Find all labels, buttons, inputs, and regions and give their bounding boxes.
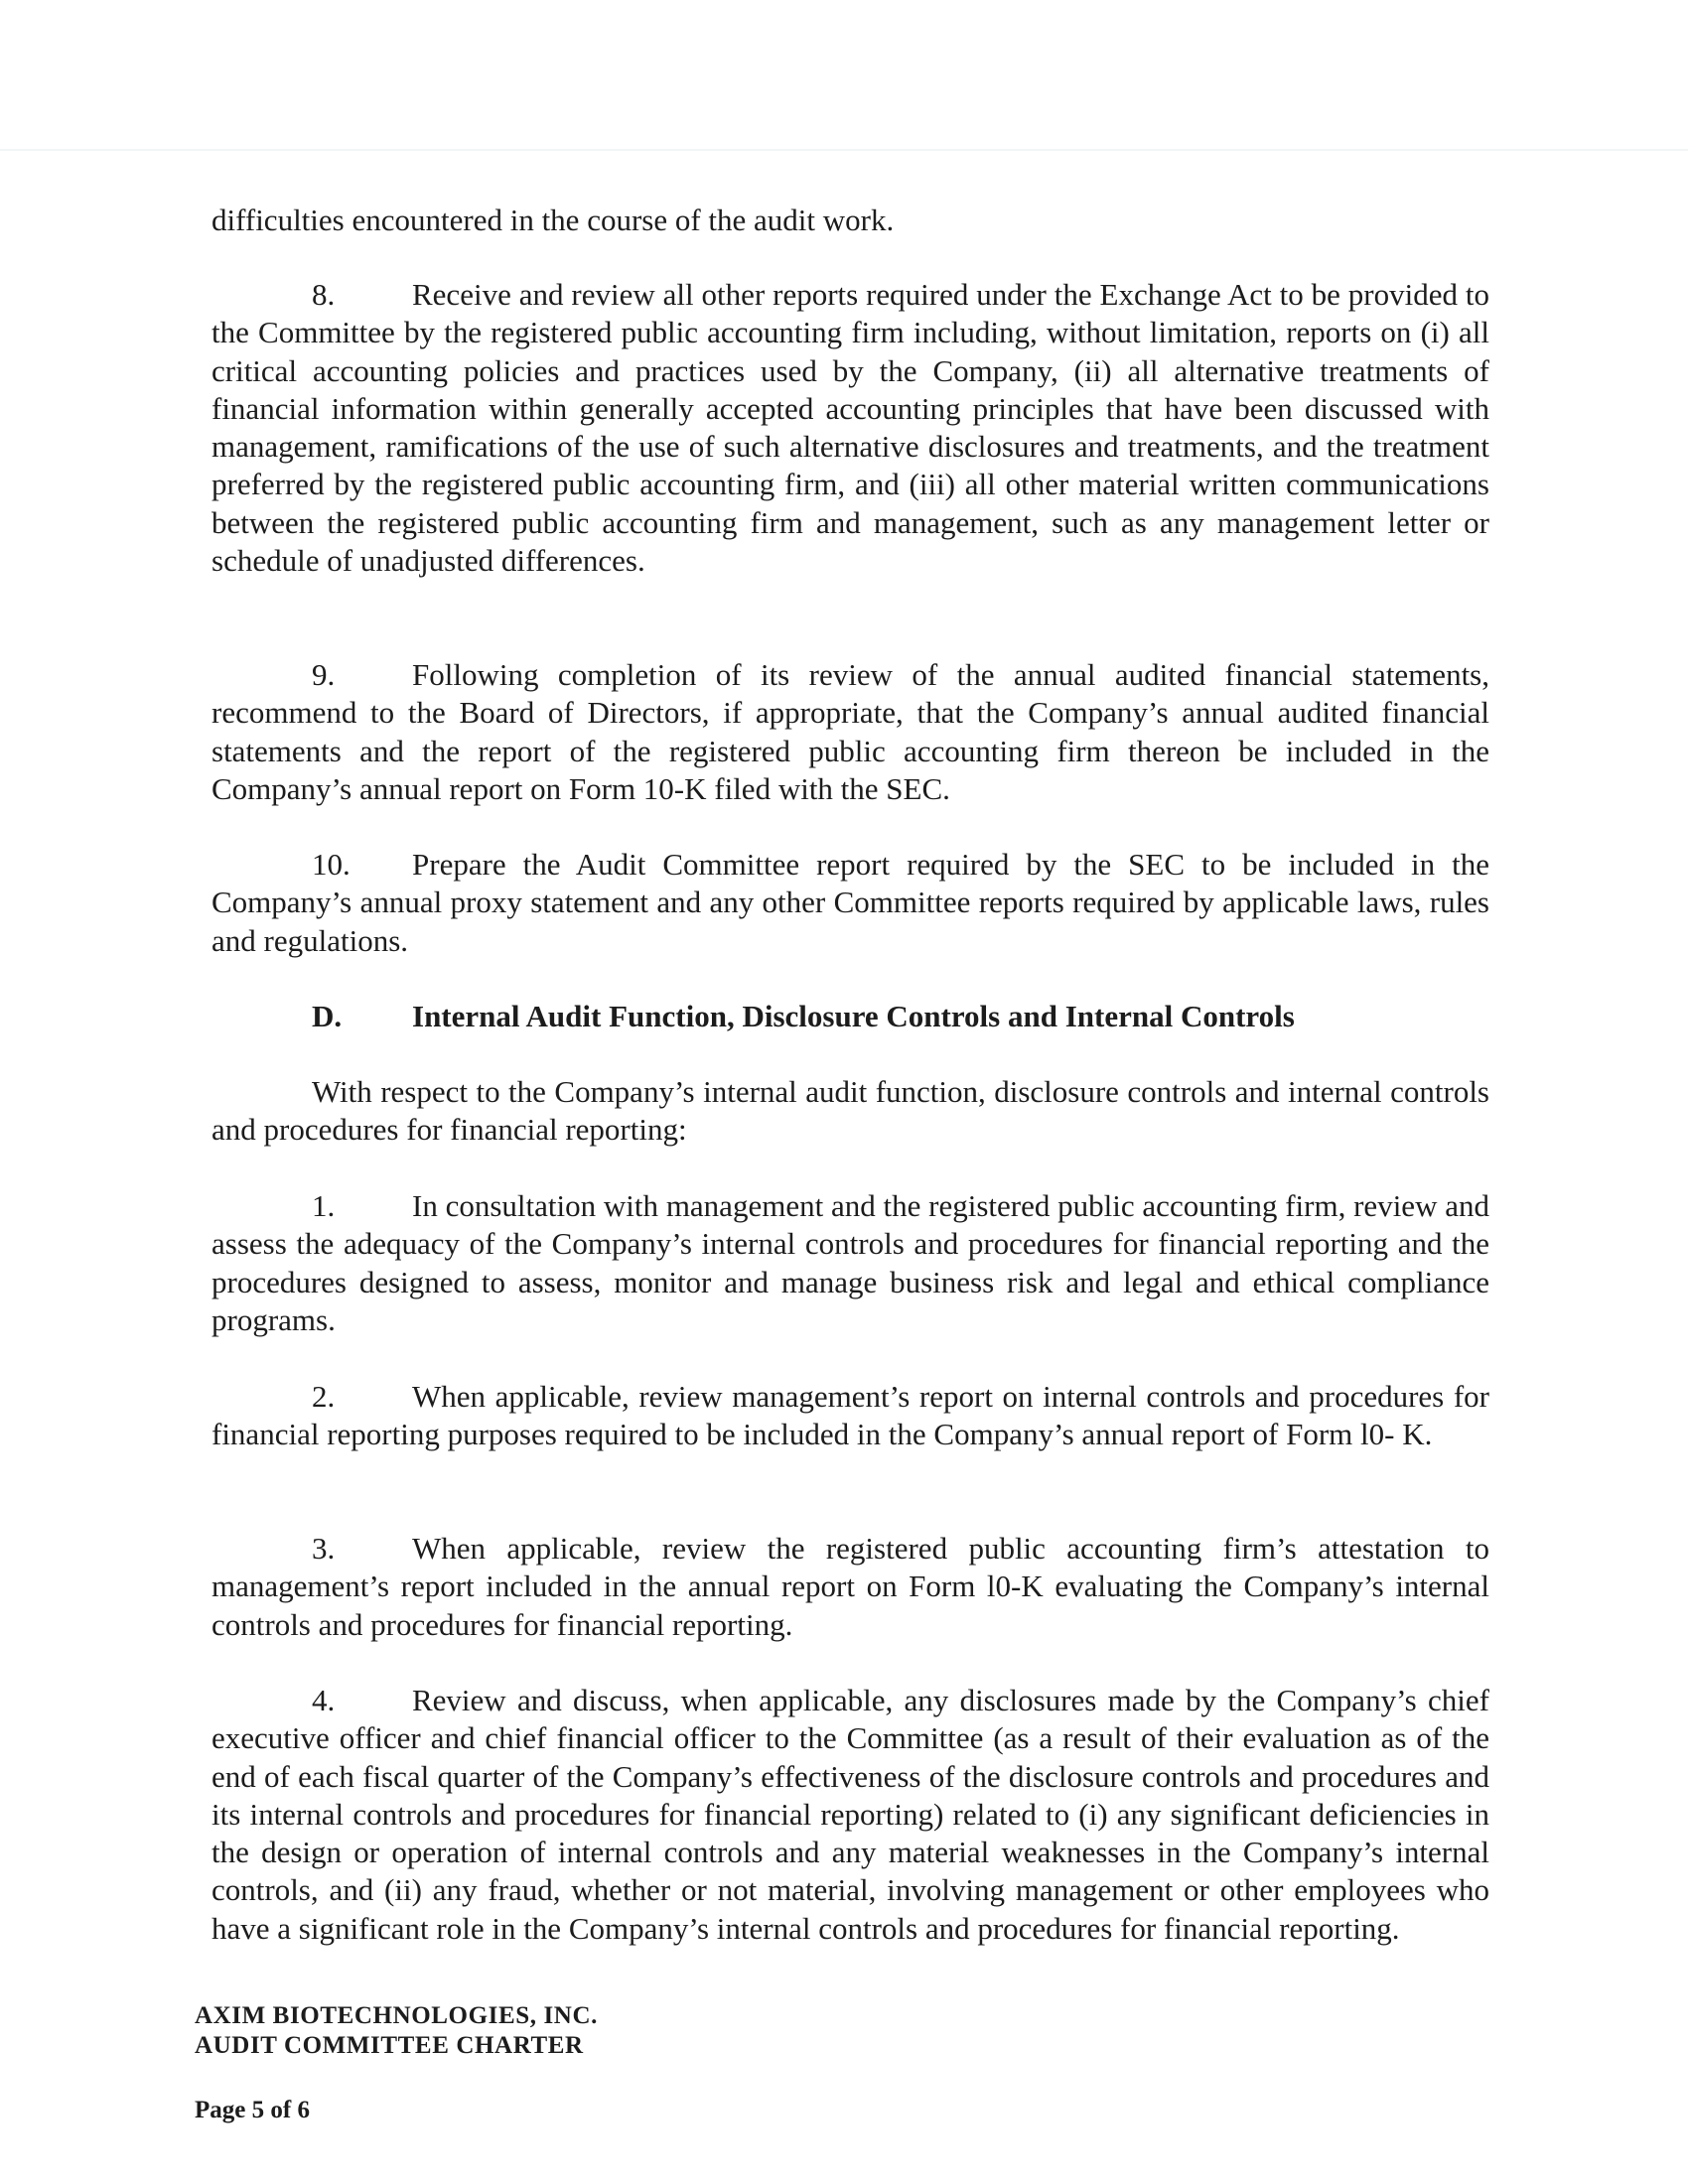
item-text: When applicable, review management’s report on internal controls and procedures for financial reporting purposes required to be included in the Company’s annual report of Form l0- K. <box>211 1379 1489 1452</box>
continued-paragraph: difficulties encountered in the course of the audit work. <box>211 203 895 237</box>
scan-edge-line <box>0 149 1688 151</box>
item-text: In consultation with management and the registered public accounting firm, review and assess the adequacy of the Company’s internal controls and procedures for financial reporting and the procedures designed to assess, monitor and manage business risk and legal and ethical compliance programs. <box>211 1188 1489 1337</box>
item-number: 3. <box>312 1531 336 1566</box>
section-intro: With respect to the Company’s internal audit function, disclosure controls and internal controls and procedures for financial reporting: <box>211 1074 1489 1148</box>
footer-company: AXIM BIOTECHNOLOGIES, INC. <box>195 2002 598 2029</box>
paragraph-number: 9. <box>312 657 336 692</box>
item-number: 2. <box>312 1379 336 1414</box>
section-item-4 <box>211 1682 1489 1948</box>
section-letter: D. <box>312 999 343 1033</box>
paragraph-number: 8. <box>312 277 336 312</box>
section-item-1 <box>211 1187 1489 1339</box>
section-item-3 <box>211 1530 1489 1644</box>
paragraph-9 <box>211 656 1489 808</box>
paragraph-text: Prepare the Audit Committee report required by the SEC to be included in the Company’s annual proxy statement and any other Committee reports required by applicable laws, rules and regulations. <box>211 847 1489 958</box>
item-number: 4. <box>312 1683 336 1717</box>
paragraph-text: Following completion of its review of the annual audited financial statements, recommend to the Board of Directors, if appropriate, that the Company’s annual audited financial statements and the report of the registered public accounting firm thereon be included in the Company’s annual report on Form 10-K filed with the SEC. <box>211 657 1489 806</box>
item-text: Review and discuss, when applicable, any disclosures made by the Company’s chief executive officer and chief financial officer to the Committee (as a result of their evaluation as of the end of each fiscal quarter of the Company’s effectiveness of the disclosure controls and procedures and its internal controls and procedures for financial reporting) related to (i) any significant deficiencies in the design or operation of internal controls and any material weaknesses in the Company’s internal controls, and (ii) any fraud, whether or not material, involving management or other employees who have a significant role in the Company’s internal controls and procedures for financial reporting. <box>211 1683 1489 1946</box>
section-title: Internal Audit Function, Disclosure Controls and Internal Controls <box>412 999 1295 1033</box>
section-item-2 <box>211 1378 1489 1454</box>
paragraph-8 <box>211 276 1489 580</box>
paragraph-10 <box>211 846 1489 960</box>
page-number: Page 5 of 6 <box>195 2097 310 2123</box>
paragraph-number: 10. <box>312 847 351 882</box>
item-text: When applicable, review the registered public accounting firm’s attestation to management’s report included in the annual report on Form l0-K evaluating the Company’s internal controls and procedures for financial reporting. <box>211 1531 1489 1642</box>
paragraph-text: Receive and review all other reports required under the Exchange Act to be provided to the Committee by the registered public accounting firm including, without limitation, reports on (i) all critical accounting policies and practices used by the Company, (ii) all alternative treatments of financial information within generally accepted accounting principles that have been discussed with management, ramifications of the use of such alternative disclosures and treatments, and the treatment preferred by the registered public accounting firm, and (iii) all other material written communications between the registered public accounting firm and management, such as any management letter or schedule of unadjusted differences. <box>211 277 1489 579</box>
item-number: 1. <box>312 1188 336 1223</box>
footer-document-title: AUDIT COMMITTEE CHARTER <box>195 2032 584 2059</box>
section-heading <box>312 999 1295 1034</box>
